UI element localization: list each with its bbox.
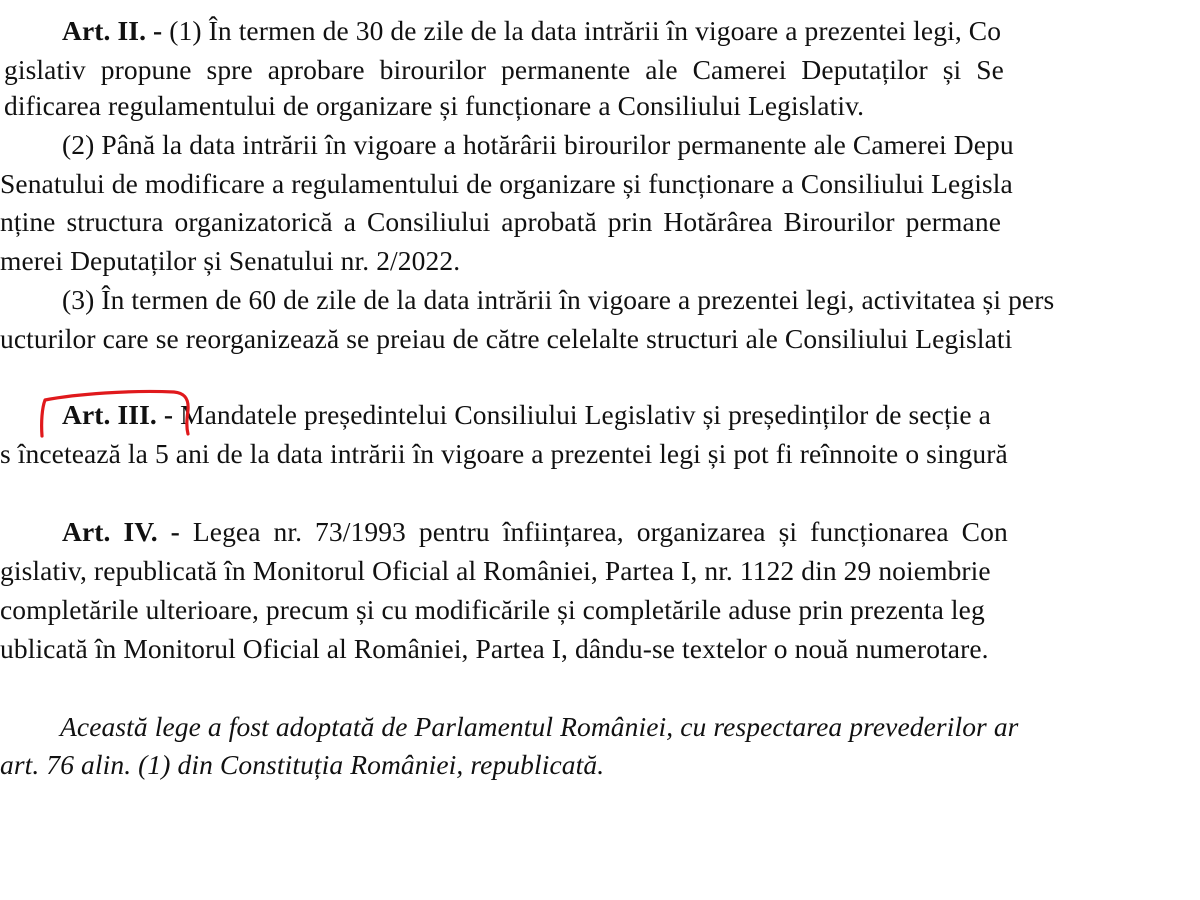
art4-line-4: ublicată în Monitorul Oficial al României, Partea I, dându-se textelor o nouă numerotare.	[0, 633, 989, 664]
closing-line-1: Această lege a fost adoptată de Parlamentul României, cu respectarea prevederilor ar	[60, 711, 1019, 742]
art2-line-3: dificarea regulamentului de organizare și funcționare a Consiliului Legislativ.	[4, 90, 865, 121]
art2-para-2-line-3: nține structura organizatorică a Consiliului aprobată prin Hotărârea Birourilor permane	[0, 206, 1001, 237]
red-underline-annotation	[36, 386, 206, 442]
closing-line-2: art. 76 alin. (1) din Constituția României, republicată.	[0, 749, 605, 780]
art2-para-2-line-2: Senatului de modificare a regulamentului de organizare și funcționare a Consiliului Legisla	[0, 168, 1013, 199]
art4-line-1: Art. IV. - Legea nr. 73/1993 pentru înființarea, organizarea și funcționarea Con	[62, 516, 1008, 547]
art3-heading: Art. III.	[62, 399, 157, 430]
art3-line-2: s încetează la 5 ani de la data intrării în vigoare a prezentei legi și pot fi reînnoite o singură	[0, 438, 1008, 469]
art2-para-3-line-2: ucturilor care se reorganizează se preiau de către celelalte structuri ale Consiliului Legislati	[0, 323, 1013, 354]
art4-line-2: gislativ, republicată în Monitorul Oficial al României, Partea I, nr. 1122 din 29 noiembrie	[0, 555, 991, 586]
art4-line-3: completările ulterioare, precum și cu modificările și completările aduse prin prezenta leg	[0, 594, 985, 625]
art2-para-2-line-1: (2) Până la data intrării în vigoare a hotărârii birourilor permanente ale Camerei Depu	[62, 129, 1014, 160]
art4-heading: Art. IV. -	[62, 516, 180, 547]
art2-heading: Art. II. -	[62, 15, 163, 46]
art2-para-3-line-1: (3) În termen de 60 de zile de la data intrării în vigoare a prezentei legi, activitatea și pers	[62, 284, 1055, 315]
art2-para-2-line-4: merei Deputaților și Senatului nr. 2/2022.	[0, 245, 461, 276]
annotation-stroke	[42, 391, 189, 436]
art2-line-2: gislativ propune spre aprobare birourilor permanente ale Camerei Deputaților și Se	[4, 54, 1004, 85]
scan-right-edge	[1190, 0, 1200, 900]
art3-line-1: Art. III. - Mandatele președintelui Consiliului Legislativ și președinților de secție a	[62, 399, 991, 430]
art3-dash: -	[156, 399, 174, 430]
art2-line-1: Art. II. - (1) În termen de 30 de zile de la data intrării în vigoare a prezentei legi, Co	[62, 15, 1002, 46]
